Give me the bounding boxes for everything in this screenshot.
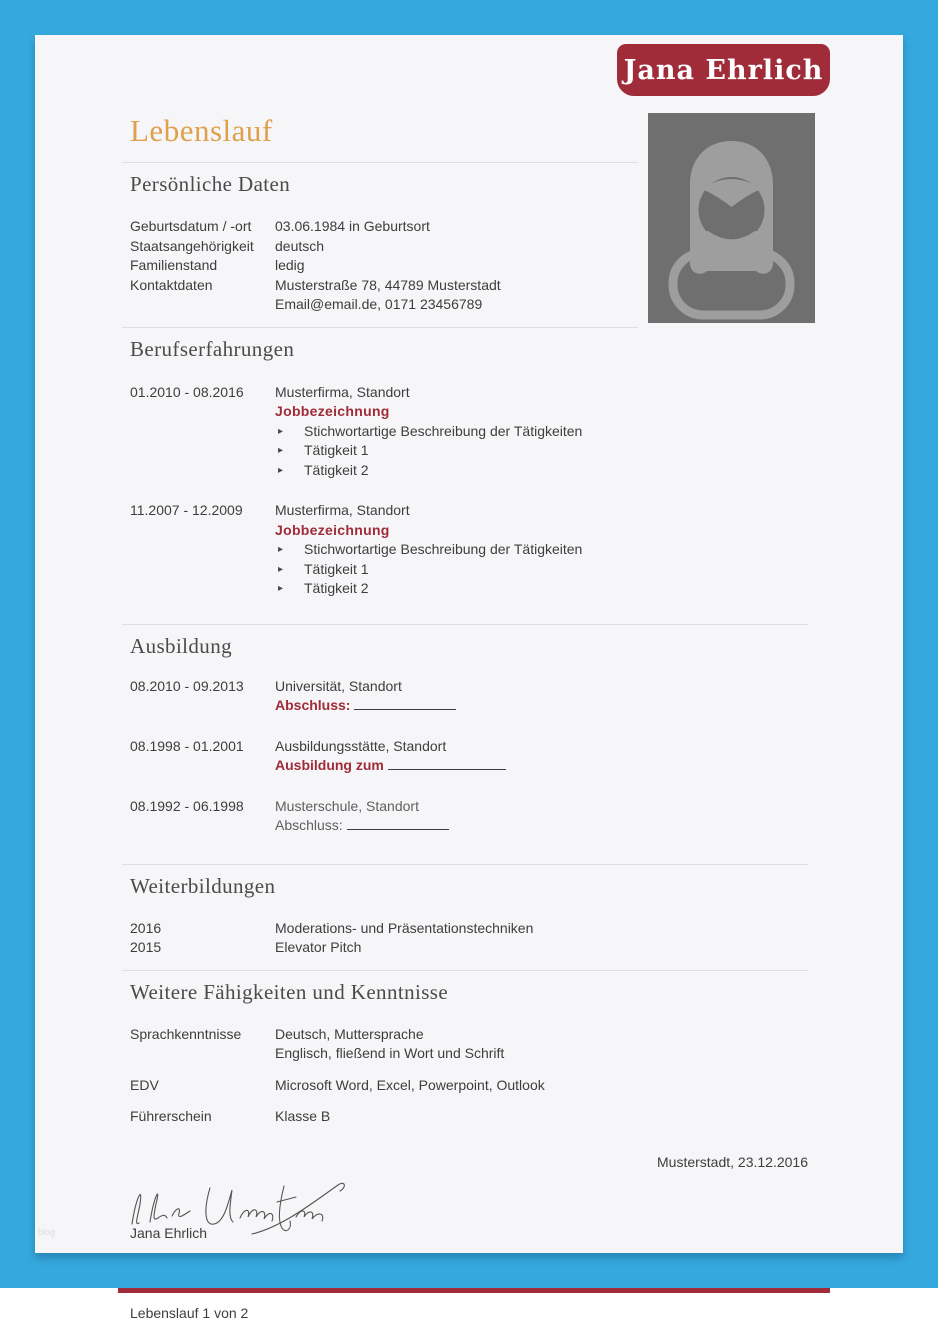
field-value: Klasse B xyxy=(275,1107,330,1127)
entry-details xyxy=(275,737,506,776)
field-value: 03.06.1984 in Geburtsort xyxy=(275,217,430,237)
bullet-item xyxy=(275,560,582,580)
field-label: EDV xyxy=(130,1076,275,1096)
entry-details xyxy=(275,797,449,836)
entry-period: 08.1992 - 06.1998 xyxy=(130,797,275,836)
education-entry xyxy=(130,797,808,836)
field-label: Kontaktdaten xyxy=(130,276,275,315)
language-line: Deutsch, Muttersprache xyxy=(275,1025,504,1045)
bullet-item xyxy=(275,579,582,599)
field-value: Microsoft Word, Excel, Powerpoint, Outlook xyxy=(275,1076,545,1096)
bullet-item xyxy=(275,441,582,461)
bullet-item xyxy=(275,540,582,560)
divider xyxy=(122,162,638,163)
entry-details xyxy=(275,677,456,716)
resume-page xyxy=(35,35,903,1253)
institution: Musterschule, Standort xyxy=(275,797,449,817)
entry-period: 08.1998 - 01.2001 xyxy=(130,737,275,776)
blank-line xyxy=(354,698,456,710)
profile-photo-placeholder xyxy=(648,113,815,323)
section-heading-personal: Persönliche Daten xyxy=(130,172,808,197)
section-heading-skills: Weitere Fähigkeiten und Kenntnisse xyxy=(130,980,808,1005)
institution: Universität, Standort xyxy=(275,677,456,697)
skills-row xyxy=(130,1025,808,1064)
place-date: Musterstadt, 23.12.2016 xyxy=(130,1153,808,1173)
entry-details xyxy=(275,501,582,599)
institution: Ausbildungsstätte, Standort xyxy=(275,737,506,757)
entry-period: 11.2007 - 12.2009 xyxy=(130,501,275,599)
training-year: 2016 xyxy=(130,919,275,939)
bullet-icon: ▸ xyxy=(275,461,304,481)
field-value xyxy=(275,1025,504,1064)
job-title: Jobbezeichnung xyxy=(275,402,582,422)
bullet-text: Tätigkeit 1 xyxy=(304,560,369,580)
divider xyxy=(122,970,808,971)
address-line: Musterstraße 78, 44789 Musterstadt xyxy=(275,276,501,296)
bullet-text: Tätigkeit 2 xyxy=(304,461,369,481)
field-value: ledig xyxy=(275,256,305,276)
company: Musterfirma, Standort xyxy=(275,383,582,403)
language-line: Englisch, fließend in Wort und Schrift xyxy=(275,1044,504,1064)
entry-period: 08.2010 - 09.2013 xyxy=(130,677,275,716)
job-title: Jobbezeichnung xyxy=(275,521,582,541)
page-title: Lebenslauf xyxy=(130,113,808,149)
training-title: Moderations- und Präsentationstechniken xyxy=(275,919,533,939)
section-heading-training: Weiterbildungen xyxy=(130,874,808,899)
skills-row xyxy=(130,1076,808,1096)
field-label: Familienstand xyxy=(130,256,275,276)
blank-line xyxy=(388,758,506,770)
training-row xyxy=(130,938,808,958)
entry-details xyxy=(275,383,582,481)
bullet-item xyxy=(275,461,582,481)
field-label: Staatsangehörigkeit xyxy=(130,237,275,257)
degree-label: Ausbildung zum xyxy=(275,757,384,773)
field-label: Führerschein xyxy=(130,1107,275,1127)
bullet-text: Tätigkeit 1 xyxy=(304,441,369,461)
section-heading-experience: Berufserfahrungen xyxy=(130,337,808,362)
degree-label: Abschluss: xyxy=(275,697,350,713)
signature-block xyxy=(130,1172,808,1244)
education-entry xyxy=(130,677,808,716)
training-year: 2015 xyxy=(130,938,275,958)
bullet-text: Stichwortartige Beschreibung der Tätigkeiten xyxy=(304,540,582,560)
bullet-icon: ▸ xyxy=(275,560,304,580)
watermark-text: blog xyxy=(38,1227,55,1237)
section-heading-education: Ausbildung xyxy=(130,634,808,659)
bullet-icon: ▸ xyxy=(275,540,304,560)
divider xyxy=(122,864,808,865)
footer-page-label: Lebenslauf 1 von 2 xyxy=(130,1304,808,1323)
divider xyxy=(122,624,808,625)
education-entry xyxy=(130,737,808,776)
entry-period: 01.2010 - 08.2016 xyxy=(130,383,275,481)
field-value xyxy=(275,276,501,315)
signature-name: Jana Ehrlich xyxy=(130,1224,808,1244)
bullet-icon: ▸ xyxy=(275,579,304,599)
training-row xyxy=(130,919,808,939)
field-label: Sprachkenntnisse xyxy=(130,1025,275,1064)
bullet-icon: ▸ xyxy=(275,441,304,461)
training-title: Elevator Pitch xyxy=(275,938,361,958)
experience-entry xyxy=(130,501,808,599)
bullet-item xyxy=(275,422,582,442)
blank-line xyxy=(347,818,449,830)
footer-accent-line xyxy=(118,1288,830,1293)
experience-entry xyxy=(130,383,808,481)
degree-label: Abschluss: xyxy=(275,817,343,833)
divider xyxy=(122,327,638,328)
bullet-text: Tätigkeit 2 xyxy=(304,579,369,599)
bullet-text: Stichwortartige Beschreibung der Tätigkeiten xyxy=(304,422,582,442)
field-label: Geburtsdatum / -ort xyxy=(130,217,275,237)
bullet-icon: ▸ xyxy=(275,422,304,442)
company: Musterfirma, Standort xyxy=(275,501,582,521)
contact-line: Email@email.de, 0171 23456789 xyxy=(275,295,501,315)
skills-row xyxy=(130,1107,808,1127)
name-badge-label: Jana Ehrlich xyxy=(624,55,824,86)
name-badge xyxy=(617,44,830,96)
person-icon xyxy=(648,113,815,323)
field-value: deutsch xyxy=(275,237,324,257)
